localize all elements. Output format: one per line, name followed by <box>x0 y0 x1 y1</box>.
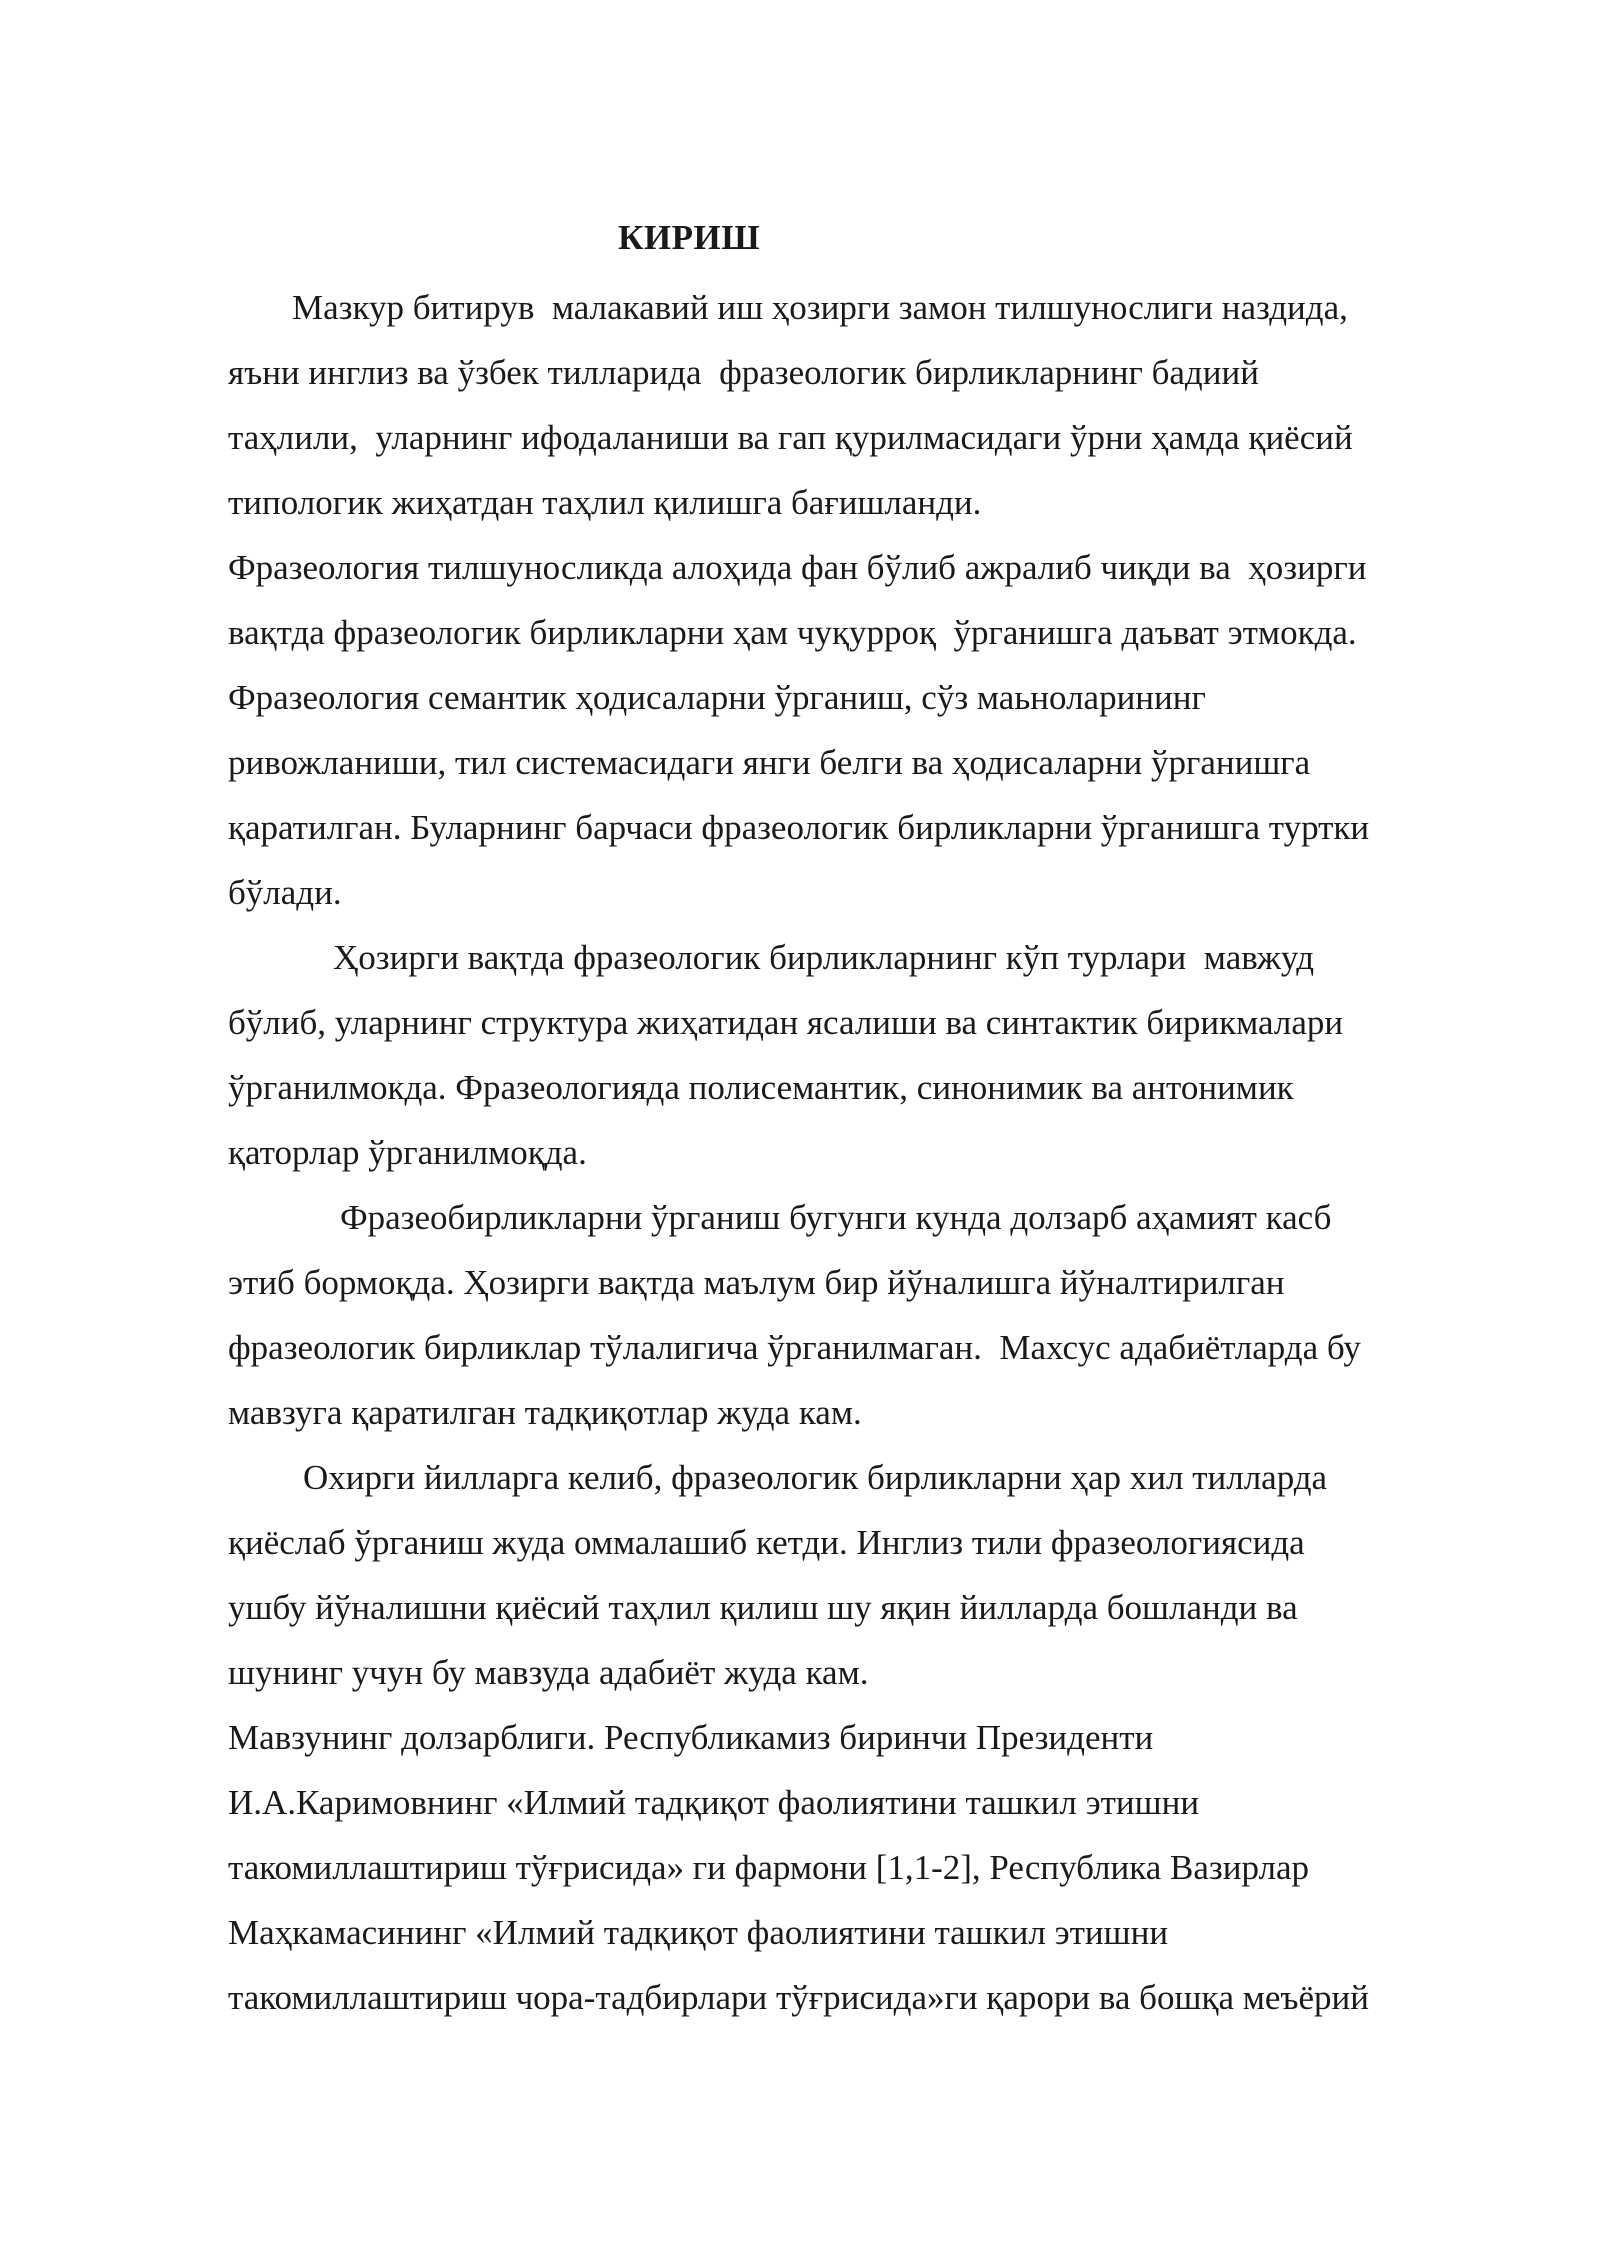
text-line: Фразеология семантик ҳодисаларни ўрганиш, сўз маьноларининг <box>228 678 1206 717</box>
text-line: Маҳкамасининг «Илмий тадқиқот фаолиятини ташкил этишни <box>228 1913 1169 1952</box>
text-line: Мавзунинг долзарблиги. Республикамиз биринчи Президенти <box>228 1718 1154 1757</box>
text-line: такомиллаштириш чора-тадбирлари тўғрисида»ги қарори ва бошқа меъёрий <box>228 1978 1370 2017</box>
text-line: типологик жиҳатдан таҳлил қилишга бағишланди. <box>228 483 982 522</box>
text-line: вақтда фразеологик бирликларни ҳам чуқурроқ ўрганишга даъват этмокда. <box>228 613 1357 652</box>
text-line: ушбу йўналишни қиёсий таҳлил қилиш шу яқин йилларда бошланди ва <box>228 1588 1298 1627</box>
text-line: Мазкур битирув малакавий иш ҳозирги замон тилшунослиги наздида, <box>292 288 1348 327</box>
text-line: Охирги йилларга келиб, фразеологик бирликларни ҳар хил тилларда <box>303 1458 1328 1497</box>
text-line: ривожланиши, тил системасидаги янги белги ва ҳодисаларни ўрганишга <box>228 743 1311 782</box>
text-line: ўрганилмокда. Фразеологияда полисемантик, синонимик ва антонимик <box>228 1068 1294 1107</box>
text-line: таҳлили, уларнинг ифодаланиши ва гап қурилмасидаги ўрни ҳамда қиёсий <box>228 418 1353 457</box>
text-line: бўлади. <box>228 873 342 912</box>
document-title: КИРИШ <box>618 218 761 257</box>
text-line: И.А.Каримовнинг «Илмий тадқиқот фаолиятини ташкил этишни <box>228 1783 1200 1822</box>
text-line: такомиллаштириш тўғрисида» ги фармони [1,1-2], Республика Вазирлар <box>228 1848 1309 1887</box>
text-line: Ҳозирги вақтда фразеологик бирликларнинг кўп турлари мавжуд <box>333 938 1315 977</box>
text-line: этиб бормоқда. Ҳозирги вақтда маълум бир йўналишга йўналтирилган <box>228 1263 1285 1302</box>
text-line: шунинг учун бу мавзуда адабиёт жуда кам. <box>228 1653 869 1692</box>
text-line: қаратилган. Буларнинг барчаси фразеологик бирликларни ўрганишга туртки <box>228 808 1370 847</box>
text-line: яъни инглиз ва ўзбек тилларида фразеологик бирликларнинг бадиий <box>228 353 1259 392</box>
text-line: фразеологик бирликлар тўлалигича ўрганилмаган. Махсус адабиётларда бу <box>228 1328 1361 1367</box>
text-line: Фразеология тилшуносликда алоҳида фан бўлиб ажралиб чиқди ва ҳозирги <box>228 548 1367 587</box>
text-line: бўлиб, уларнинг структура жиҳатидан ясалиши ва синтактик бирикмалари <box>228 1003 1344 1042</box>
text-line: Фразеобирликларни ўрганиш бугунги кунда долзарб аҳамият касб <box>340 1198 1332 1237</box>
text-line: мавзуга қаратилган тадқиқотлар жуда кам. <box>228 1393 862 1432</box>
text-line: қиёслаб ўрганиш жуда оммалашиб кетди. Инглиз тили фразеологиясида <box>228 1523 1305 1562</box>
text-line: қаторлар ўрганилмоқда. <box>228 1133 587 1172</box>
